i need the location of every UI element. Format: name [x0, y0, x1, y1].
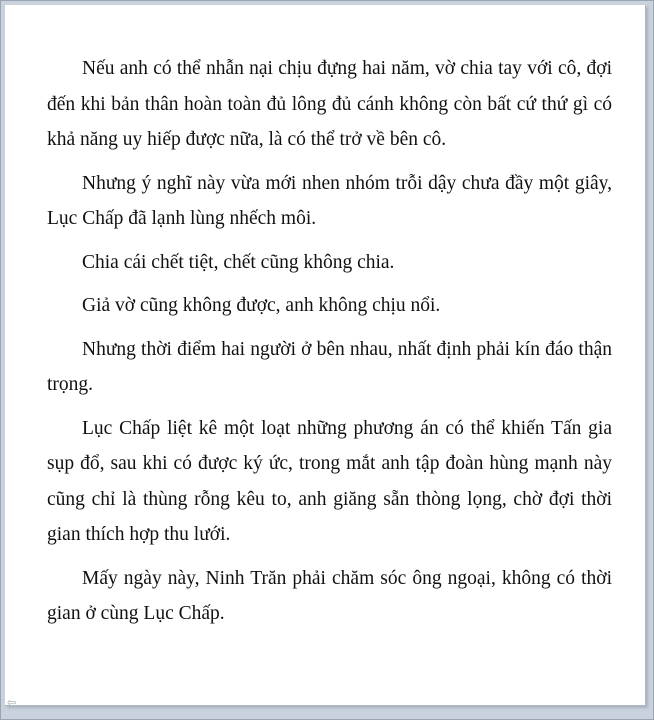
paragraph: Lục Chấp liệt kê một loạt những phương án có thể khiến Tấn gia sụp đổ, sau khi có được ký ức, trong mắt anh tập đoàn hùng mạnh này cũng chỉ là thùng rỗng kêu to, anh giăng sẵn thòng lọng, chờ đợi thời gian thích hợp thu lưới. [47, 417, 612, 545]
paragraph: Chia cái chết tiệt, chết cũng không chia. [82, 251, 395, 273]
paragraph: Nếu anh có thể nhẫn nại chịu đựng hai năm, vờ chia tay với cô, đợi đến khi bản thân hoàn toàn đủ lông đủ cánh không còn bất cứ thứ gì có khả năng uy hiếp được nữa, là có thể trở về bên cô. [47, 58, 612, 150]
paragraph: Mấy ngày này, Ninh Trăn phải chăm sóc ông ngoại, không có thời gian ở cùng Lục Chấp. [47, 567, 612, 624]
paragraph: Nhưng ý nghĩ này vừa mới nhen nhóm trỗi dậy chưa đầy một giây, Lục Chấp đã lạnh lùng nhếch môi. [47, 172, 612, 229]
paragraph: Giả vờ cũng không được, anh không chịu nổi. [82, 295, 441, 316]
paragraph: Nhưng thời điểm hai người ở bên nhau, nhất định phải kín đáo thận trọng. [47, 338, 612, 395]
document-page [5, 5, 646, 706]
scroll-left-arrow-icon[interactable]: ⇦ [7, 696, 17, 709]
document-text [47, 51, 612, 640]
